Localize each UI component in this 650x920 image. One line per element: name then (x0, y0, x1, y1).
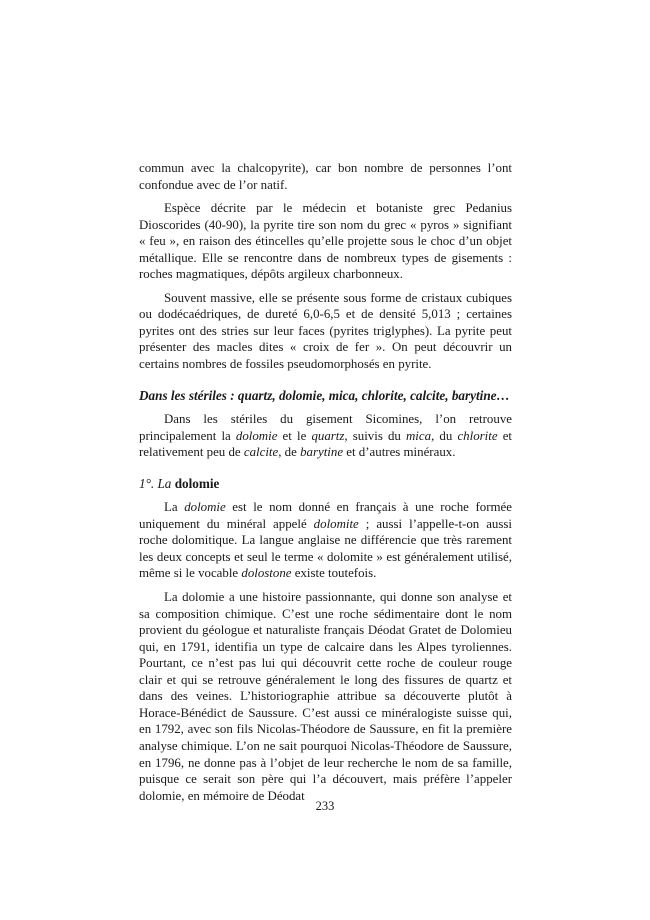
term-dolomie: dolomie (235, 428, 278, 443)
subsection-heading (139, 476, 512, 493)
term-dolomite: dolomite (313, 516, 359, 531)
term-dolostone: dolostone (241, 566, 292, 581)
text-run: , de (278, 445, 301, 460)
term-barytine: barytine (300, 445, 344, 460)
text-run: , suivis du (344, 428, 406, 443)
text-run: et relativement peu de (139, 428, 513, 460)
page-body (139, 160, 512, 804)
text-run: et le (277, 428, 312, 443)
term-quartz: quartz (311, 428, 345, 443)
term-calcite: calcite (243, 445, 279, 460)
text-run: Dans les stériles du gisement Sicomines, l’on retrouve principalement la (139, 412, 512, 443)
text-run: et d’autres minéraux. (343, 445, 456, 460)
paragraph-dolomie-history: La dolomie a une histoire passionnante, qui donne son analyse et sa composition chimique. C’est une roche sédimentaire dont le nom provient du géologue et naturaliste français Déodat Gratet de Dolomieu qui, en 1791, identifia un type de calcaire dans les Alpes tyroliennes. Pourtant, ce n’est pas lui qui découvrit cette roche de couleur rouge clair et qui se retrouve généralement le long des fissures de quartz et dans des veines. L’historiographie attribue sa découverte plutôt à Horace-Bénédict de Saussure. C’est aussi ce minéralogiste suisse qui, en 1792, avec son fils Nicolas-Théodore de Saussure, en fit la première analyse chimique. L’on ne sait pourquoi Nicolas-Théodore de Saussure, en 1796, ne donne pas à l’objet de leur recherche le nom de sa famille, puisque ce serait son père qui l’a découvert, mais préfère l’appeler dolomie, en mémoire de Déodat (139, 590, 512, 803)
paragraph-steriles (139, 411, 512, 461)
subsection-title: dolomie (174, 475, 220, 491)
page-number: 233 (315, 799, 335, 813)
section-heading: Dans les stériles : quartz, dolomie, mica, chlorite, calcite, barytine… (139, 387, 510, 403)
paragraph-pyrite-crystals: Souvent massive, elle se présente sous forme de cristaux cubiques ou dodécaédriques, de dureté 6,0-6,5 et de densité 5,013 ; certaines pyrites ont des stries sur leur faces (pyrites triglyphes). La pyrite peut présenter des macles dites « croix de fer ». On peut découvrir un certains nombres de fossiles pseudomorphosés en pyrite. (139, 290, 512, 372)
text-run: existe toutefois. (291, 566, 377, 581)
paragraph-pyrite-origin: Espèce décrite par le médecin et botaniste grec Pedanius Dioscorides (40-90), la pyrite tire son nom du grec « pyros » signifiant « feu », en raison des étincelles qu’elle projette sous le choc d’un objet métallique. Elle se rencontre dans de nombreux types de gisements : roches magmatiques, dépôts argileux charbonneux. (139, 201, 512, 282)
text-run: est le nom donné en français à une roche formée uniquement du minéral appelé (139, 500, 512, 531)
term-chlorite: chlorite (457, 428, 498, 443)
text-run: , du (431, 428, 458, 443)
paragraph-dolomie-definition (139, 499, 512, 582)
text-run: ; aussi l’appelle-t-on aussi roche dolomitique. La langue anglaise ne différencie que très rarement les deux concepts et seul le terme « dolomite » est généralement utilisé, même si le vocable (139, 516, 512, 581)
term-dolomie: dolomie (184, 500, 226, 515)
text-run: La (164, 500, 185, 515)
subsection-number: 1°. La (139, 475, 172, 491)
paragraph-continuation: commun avec la chalcopyrite), car bon nombre de personnes l’ont confondue avec de l’or natif. (139, 161, 512, 192)
term-mica: mica (406, 428, 432, 443)
